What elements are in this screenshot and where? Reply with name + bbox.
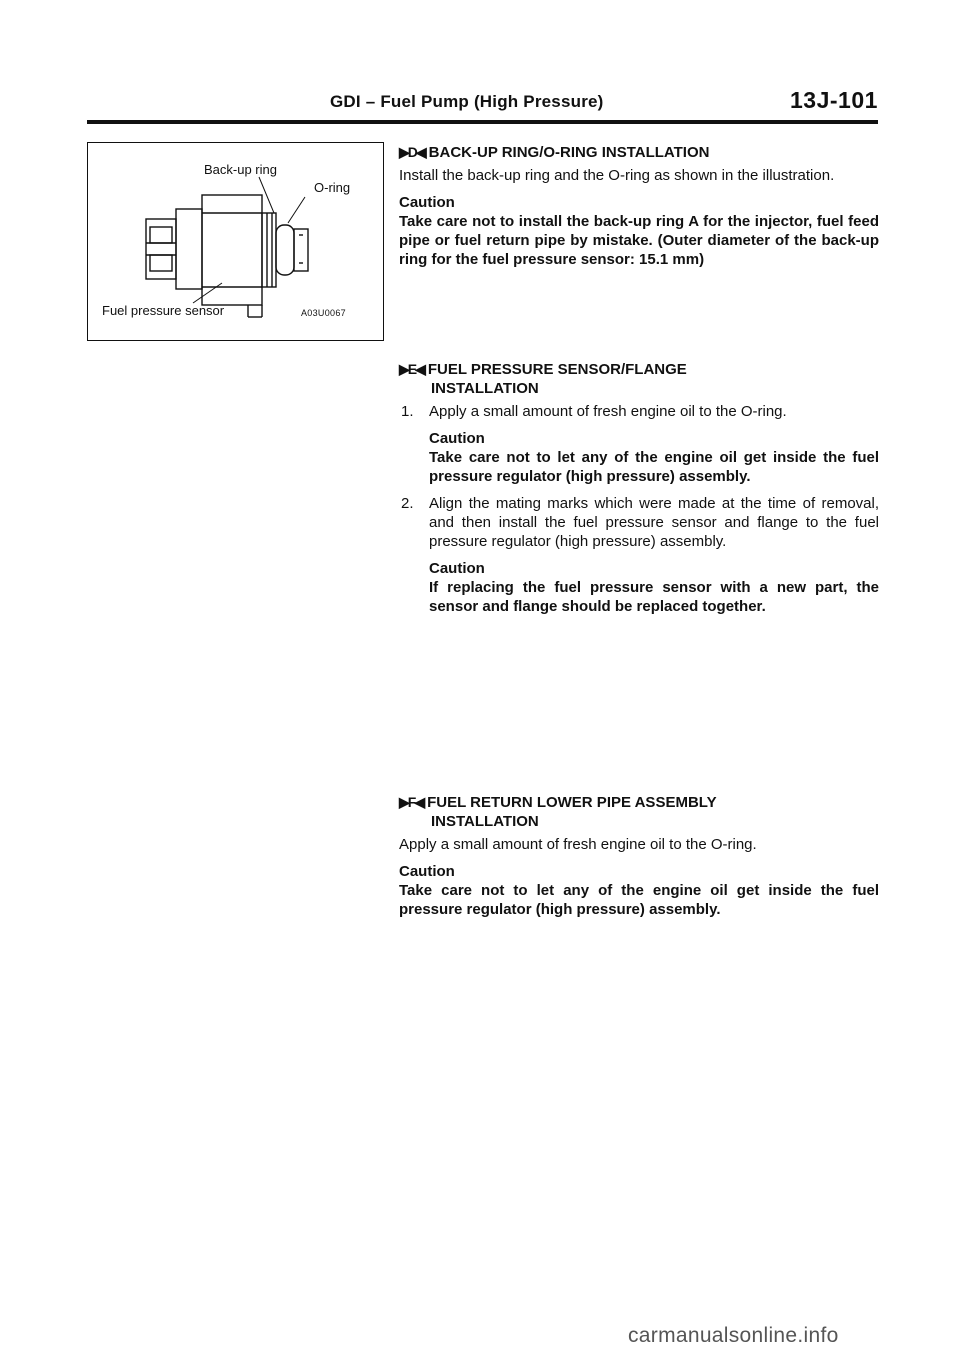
figure-code: A03U0067 bbox=[301, 308, 346, 318]
step-number: 2. bbox=[401, 495, 414, 512]
page-title: GDI – Fuel Pump (High Pressure) bbox=[330, 92, 604, 111]
caution-label: Caution bbox=[399, 863, 455, 880]
caution-text: Take care not to let any of the engine oil get inside the fuel pressure regulator (high pressure) assembly. bbox=[399, 882, 879, 918]
section-title-line2: INSTALLATION bbox=[431, 813, 539, 830]
section-backup-ring-installation bbox=[399, 143, 879, 277]
watermark: carmanualsonline.info bbox=[628, 1324, 839, 1347]
header-rule bbox=[87, 120, 878, 124]
section-marker: ▶E◀ bbox=[399, 361, 424, 377]
caution-text: Take care not to install the back-up ring A for the injector, fuel feed pipe or fuel return pipe by mistake. (Outer diameter of the back-up ring for the fuel pressure sensor: 15.1 mm) bbox=[399, 213, 879, 268]
caution-text: If replacing the fuel pressure sensor with a new part, the sensor and flange should be replaced together. bbox=[429, 579, 879, 615]
step-1 bbox=[399, 402, 879, 421]
section-marker: ▶D◀ bbox=[399, 144, 425, 160]
sensor-label: Fuel pressure sensor bbox=[102, 303, 225, 318]
section-heading bbox=[399, 143, 879, 162]
caution-block bbox=[399, 193, 879, 269]
caution-label: Caution bbox=[429, 560, 485, 577]
step-text: Align the mating marks which were made at the time of removal, and then install the fuel pressure sensor and flange to the fuel pressure regulator (high pressure) assembly. bbox=[429, 495, 879, 550]
section-title-line1: FUEL RETURN LOWER PIPE ASSEMBLY bbox=[427, 794, 717, 811]
section-title-line1: FUEL PRESSURE SENSOR/FLANGE bbox=[427, 361, 687, 378]
instruction-text: Install the back-up ring and the O-ring as shown in the illustration. bbox=[399, 167, 835, 184]
section-fuel-pressure-sensor-installation bbox=[399, 360, 879, 624]
backup-ring-label: Back-up ring bbox=[204, 162, 277, 177]
step-2 bbox=[399, 494, 879, 551]
step-number: 1. bbox=[401, 403, 414, 420]
section-fuel-return-pipe-installation bbox=[399, 793, 879, 927]
section-marker: ▶F◀ bbox=[399, 794, 424, 810]
section-title-line2: INSTALLATION bbox=[431, 380, 539, 397]
oring-label: O-ring bbox=[314, 180, 351, 195]
caution-label: Caution bbox=[429, 430, 485, 447]
caution-block bbox=[399, 559, 879, 616]
section-title: BACK-UP RING/O-RING INSTALLATION bbox=[428, 144, 710, 161]
sensor-illustration bbox=[87, 142, 384, 341]
instruction-text: Apply a small amount of fresh engine oil to the O-ring. bbox=[399, 836, 757, 853]
caution-block bbox=[399, 862, 879, 919]
step-text: Apply a small amount of fresh engine oil to the O-ring. bbox=[429, 403, 787, 420]
section-heading bbox=[399, 360, 879, 398]
caution-label: Caution bbox=[399, 194, 455, 211]
caution-text: Take care not to let any of the engine oil get inside the fuel pressure regulator (high pressure) assembly. bbox=[429, 449, 879, 485]
section-heading bbox=[399, 793, 879, 831]
caution-block bbox=[399, 429, 879, 486]
page-number: 13J-101 bbox=[790, 87, 878, 113]
